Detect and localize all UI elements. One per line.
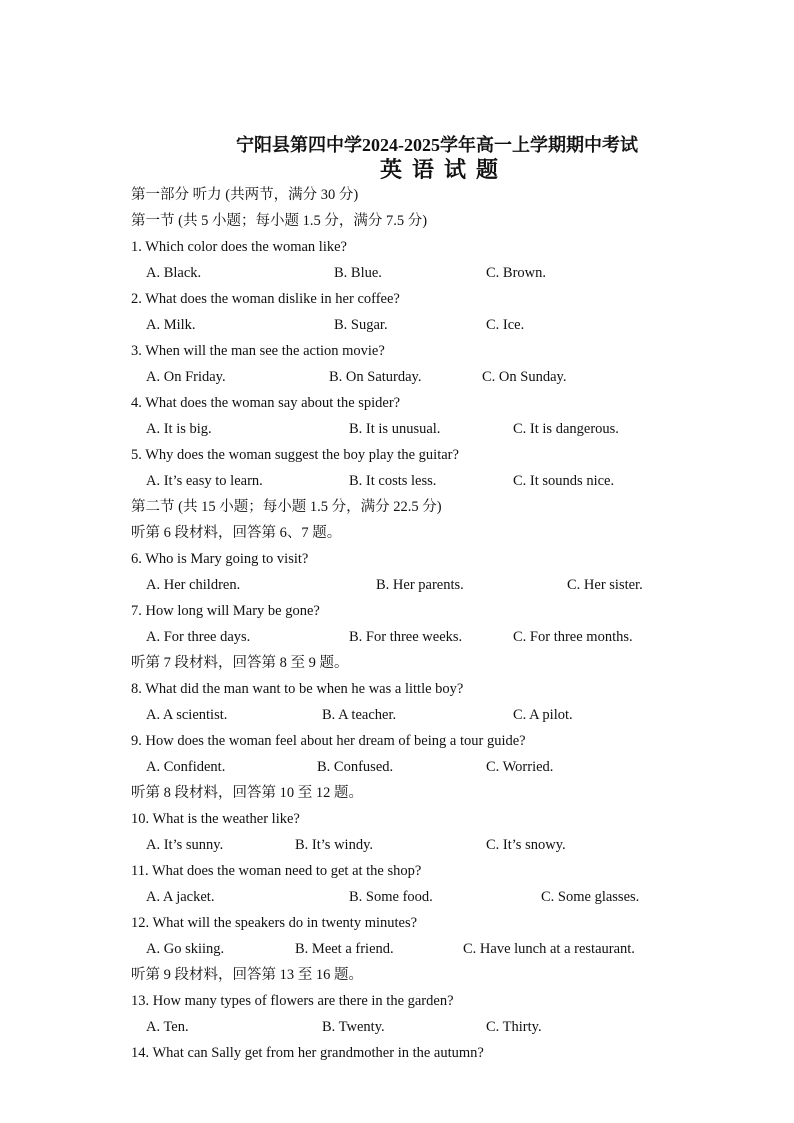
section1-heading: 第一节 (共 5 小题；每小题 1.5 分，满分 7.5 分) [131,213,428,229]
q4-option-b: B. It is unusual. [349,421,441,437]
question-4: 4. What does the woman say about the spider? [131,395,401,411]
q9-option-b: B. Confused. [317,759,394,775]
q4-option-a: A. It is big. [146,421,212,437]
q8-option-b: B. A teacher. [322,707,397,723]
question-14: 14. What can Sally get from her grandmother in the autumn? [131,1045,484,1061]
q5-option-a: A. It’s easy to learn. [146,473,263,489]
exam-school-title: 宁阳县第四中学2024-2025学年高一上学期期中考试 [236,135,638,155]
q3-option-a: A. On Friday. [146,369,226,385]
question-7: 7. How long will Mary be gone? [131,603,320,619]
question-6: 6. Who is Mary going to visit? [131,551,309,567]
q7-option-c: C. For three months. [513,629,633,645]
q5-option-c: C. It sounds nice. [513,473,615,489]
section2-heading: 第二节 (共 15 小题；每小题 1.5 分，满分 22.5 分) [131,499,442,515]
q5-option-b: B. It costs less. [349,473,437,489]
q9-option-a: A. Confident. [146,759,226,775]
question-9: 9. How does the woman feel about her dream of being a tour guide? [131,733,526,749]
q11-option-c: C. Some glasses. [541,889,640,905]
q7-option-b: B. For three weeks. [349,629,463,645]
question-3: 3. When will the man see the action movie? [131,343,385,359]
q7-option-a: A. For three days. [146,629,251,645]
q6-option-c: C. Her sister. [567,577,643,593]
question-12: 12. What will the speakers do in twenty minutes? [131,915,418,931]
q6-option-b: B. Her parents. [376,577,464,593]
q8-option-c: C. A pilot. [513,707,573,723]
question-11: 11. What does the woman need to get at the shop? [131,863,422,879]
q1-option-a: A. Black. [146,265,202,281]
q12-option-a: A. Go skiing. [146,941,225,957]
q2-option-a: A. Milk. [146,317,196,333]
question-5: 5. Why does the woman suggest the boy play the guitar? [131,447,459,463]
q12-option-b: B. Meet a friend. [295,941,394,957]
q6-option-a: A. Her children. [146,577,241,593]
exam-subject-title: 英语试题 [380,157,509,182]
question-10: 10. What is the weather like? [131,811,300,827]
q4-option-c: C. It is dangerous. [513,421,619,437]
q13-option-c: C. Thirty. [486,1019,542,1035]
q12-option-c: C. Have lunch at a restaurant. [463,941,635,957]
q11-option-a: A. A jacket. [146,889,215,905]
question-2: 2. What does the woman dislike in her coffee? [131,291,400,307]
q11-option-b: B. Some food. [349,889,433,905]
question-13: 13. How many types of flowers are there in the garden? [131,993,454,1009]
passage-7-note: 听第 7 段材料，回答第 8 至 9 题。 [131,655,349,671]
question-1: 1. Which color does the woman like? [131,239,347,255]
q9-option-c: C. Worried. [486,759,554,775]
q13-option-b: B. Twenty. [322,1019,385,1035]
part1-heading: 第一部分 听力 (共两节，满分 30 分) [131,187,359,203]
q2-option-b: B. Sugar. [334,317,388,333]
q13-option-a: A. Ten. [146,1019,189,1035]
passage-6-note: 听第 6 段材料，回答第 6、7 题。 [131,525,342,541]
q1-option-c: C. Brown. [486,265,547,281]
q3-option-b: B. On Saturday. [329,369,422,385]
passage-8-note: 听第 8 段材料，回答第 10 至 12 题。 [131,785,363,801]
q2-option-c: C. Ice. [486,317,525,333]
q10-option-b: B. It’s windy. [295,837,374,853]
passage-9-note: 听第 9 段材料，回答第 13 至 16 题。 [131,967,363,983]
q8-option-a: A. A scientist. [146,707,228,723]
q10-option-a: A. It’s sunny. [146,837,224,853]
q10-option-c: C. It’s snowy. [486,837,566,853]
q1-option-b: B. Blue. [334,265,382,281]
question-8: 8. What did the man want to be when he was a little boy? [131,681,464,697]
q3-option-c: C. On Sunday. [482,369,567,385]
